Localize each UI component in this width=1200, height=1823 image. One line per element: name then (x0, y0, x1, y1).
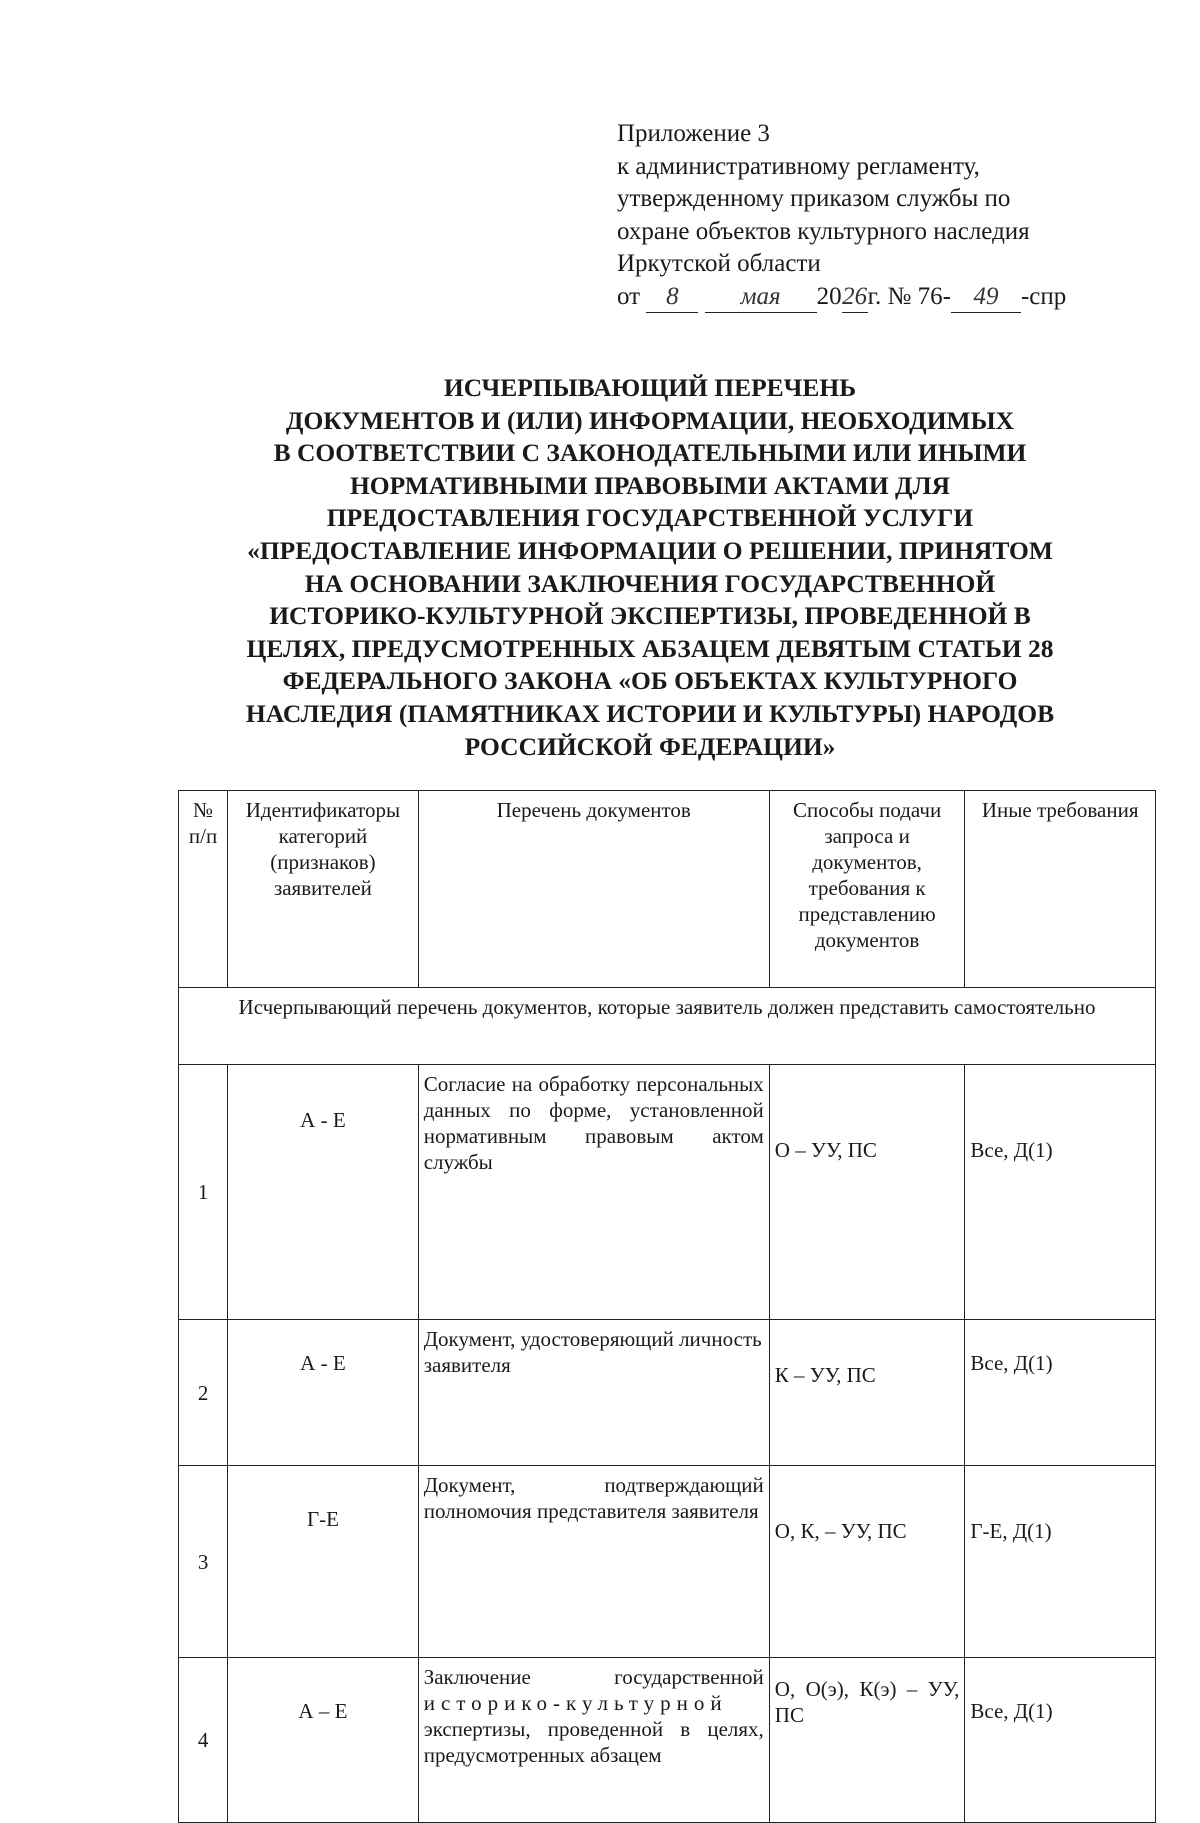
row-applicant-ids: А - Е (228, 1320, 419, 1466)
title-line: ДОКУМЕНТОВ И (ИЛИ) ИНФОРМАЦИИ, НЕОБХОДИМЫХ (285, 405, 1015, 435)
row-number: 2 (179, 1320, 228, 1466)
row-document-part: Заключение государственной (423, 1665, 764, 1689)
row-document-part: экспертизы, проведенной в целях, предусмотренных абзацем (423, 1717, 764, 1767)
handwritten-year-suffix: 26 (842, 284, 868, 313)
row-document (418, 1658, 769, 1823)
row-submission-methods: К – УУ, ПС (769, 1320, 965, 1466)
title-line: РОССИЙСКОЙ ФЕДЕРАЦИИ» (464, 731, 836, 761)
table-header-row (179, 791, 1156, 988)
appendix-line: к административному регламенту, (617, 152, 980, 180)
title-line: ИСЧЕРПЫВАЮЩИЙ ПЕРЕЧЕНЬ (443, 373, 857, 402)
header-documents: Перечень документов (418, 791, 769, 988)
document-title (160, 372, 1140, 763)
row-document-part: историко-культурной (423, 1691, 728, 1715)
title-line: ФЕДЕРАЛЬНОГО ЗАКОНА «ОБ ОБЪЕКТАХ КУЛЬТУРНОГО (282, 666, 1018, 696)
appendix-header (617, 118, 1137, 313)
row-document: Документ, подтверждающий полномочия представителя заявителя (418, 1466, 769, 1658)
title-line: НОРМАТИВНЫМИ ПРАВОВЫМИ АКТАМИ ДЛЯ (349, 470, 951, 500)
row-other-requirements: Все, Д(1) (965, 1065, 1156, 1320)
row-applicant-ids: А - Е (228, 1065, 419, 1320)
number-prefix: г. № 76- (867, 282, 951, 310)
table-section-row (179, 988, 1156, 1065)
title-line: ПРЕДОСТАВЛЕНИЯ ГОСУДАРСТВЕННОЙ УСЛУГИ (326, 503, 974, 533)
documents-table (178, 790, 1156, 1823)
appendix-line: утвержденному приказом службы по (617, 185, 1011, 212)
table-row (179, 1658, 1156, 1823)
date-prefix: от (617, 282, 641, 310)
row-other-requirements: Г-Е, Д(1) (965, 1466, 1156, 1658)
row-applicant-ids: Г-Е (228, 1466, 419, 1658)
header-submission-methods: Способы подачи запроса и документов, требования к представлению документов (769, 791, 965, 988)
title-line: ИСТОРИКО-КУЛЬТУРНОЙ ЭКСПЕРТИЗЫ, ПРОВЕДЕННОЙ В (269, 601, 1031, 631)
appendix-date-line (617, 281, 1137, 314)
appendix-line: Приложение 3 (617, 120, 770, 147)
handwritten-month: мая (705, 284, 817, 313)
appendix-line: Иркутской области (617, 250, 821, 277)
header-number: № п/п (179, 791, 228, 988)
year-prefix: 20 (816, 282, 842, 310)
title-line: НА ОСНОВАНИИ ЗАКЛЮЧЕНИЯ ГОСУДАРСТВЕННОЙ (304, 568, 996, 598)
title-line: НАСЛЕДИЯ (ПАМЯТНИКАХ ИСТОРИИ И КУЛЬТУРЫ) НАРОДОВ (245, 698, 1055, 728)
row-number: 3 (179, 1466, 228, 1658)
section-heading: Исчерпывающий перечень документов, которые заявитель должен представить самостоятельно (179, 988, 1156, 1065)
row-document: Согласие на обработку персональных данных по форме, установленной нормативным правовым актом службы (418, 1065, 769, 1320)
table-row (179, 1466, 1156, 1658)
header-applicant-ids: Идентификаторы категорий (признаков) заявителей (228, 791, 419, 988)
table-row (179, 1065, 1156, 1320)
row-other-requirements: Все, Д(1) (965, 1320, 1156, 1466)
appendix-line: охране объектов культурного наследия (617, 217, 1030, 245)
table-row (179, 1320, 1156, 1466)
row-submission-methods: О, О(э), К(э) – УУ, ПС (769, 1658, 965, 1823)
row-document: Документ, удостоверяющий личность заявителя (418, 1320, 769, 1466)
row-applicant-ids: А – Е (228, 1658, 419, 1823)
title-line: ЦЕЛЯХ, ПРЕДУСМОТРЕННЫХ АБЗАЦЕМ ДЕВЯТЫМ СТАТЬИ 28 (246, 633, 1054, 663)
header-other-requirements: Иные требования (965, 791, 1156, 988)
handwritten-number: 49 (951, 284, 1021, 313)
row-number: 1 (179, 1065, 228, 1320)
row-submission-methods: О, К, – УУ, ПС (769, 1466, 965, 1658)
number-suffix: -спр (1020, 282, 1067, 310)
title-line: В СООТВЕТСТВИИ С ЗАКОНОДАТЕЛЬНЫМИ ИЛИ ИНЫМИ (273, 438, 1027, 468)
row-submission-methods: О – УУ, ПС (769, 1065, 965, 1320)
handwritten-day: 8 (646, 284, 698, 313)
row-other-requirements: Все, Д(1) (965, 1658, 1156, 1823)
row-number: 4 (179, 1658, 228, 1823)
title-line: «ПРЕДОСТАВЛЕНИЕ ИНФОРМАЦИИ О РЕШЕНИИ, ПРИНЯТОМ (247, 535, 1053, 565)
